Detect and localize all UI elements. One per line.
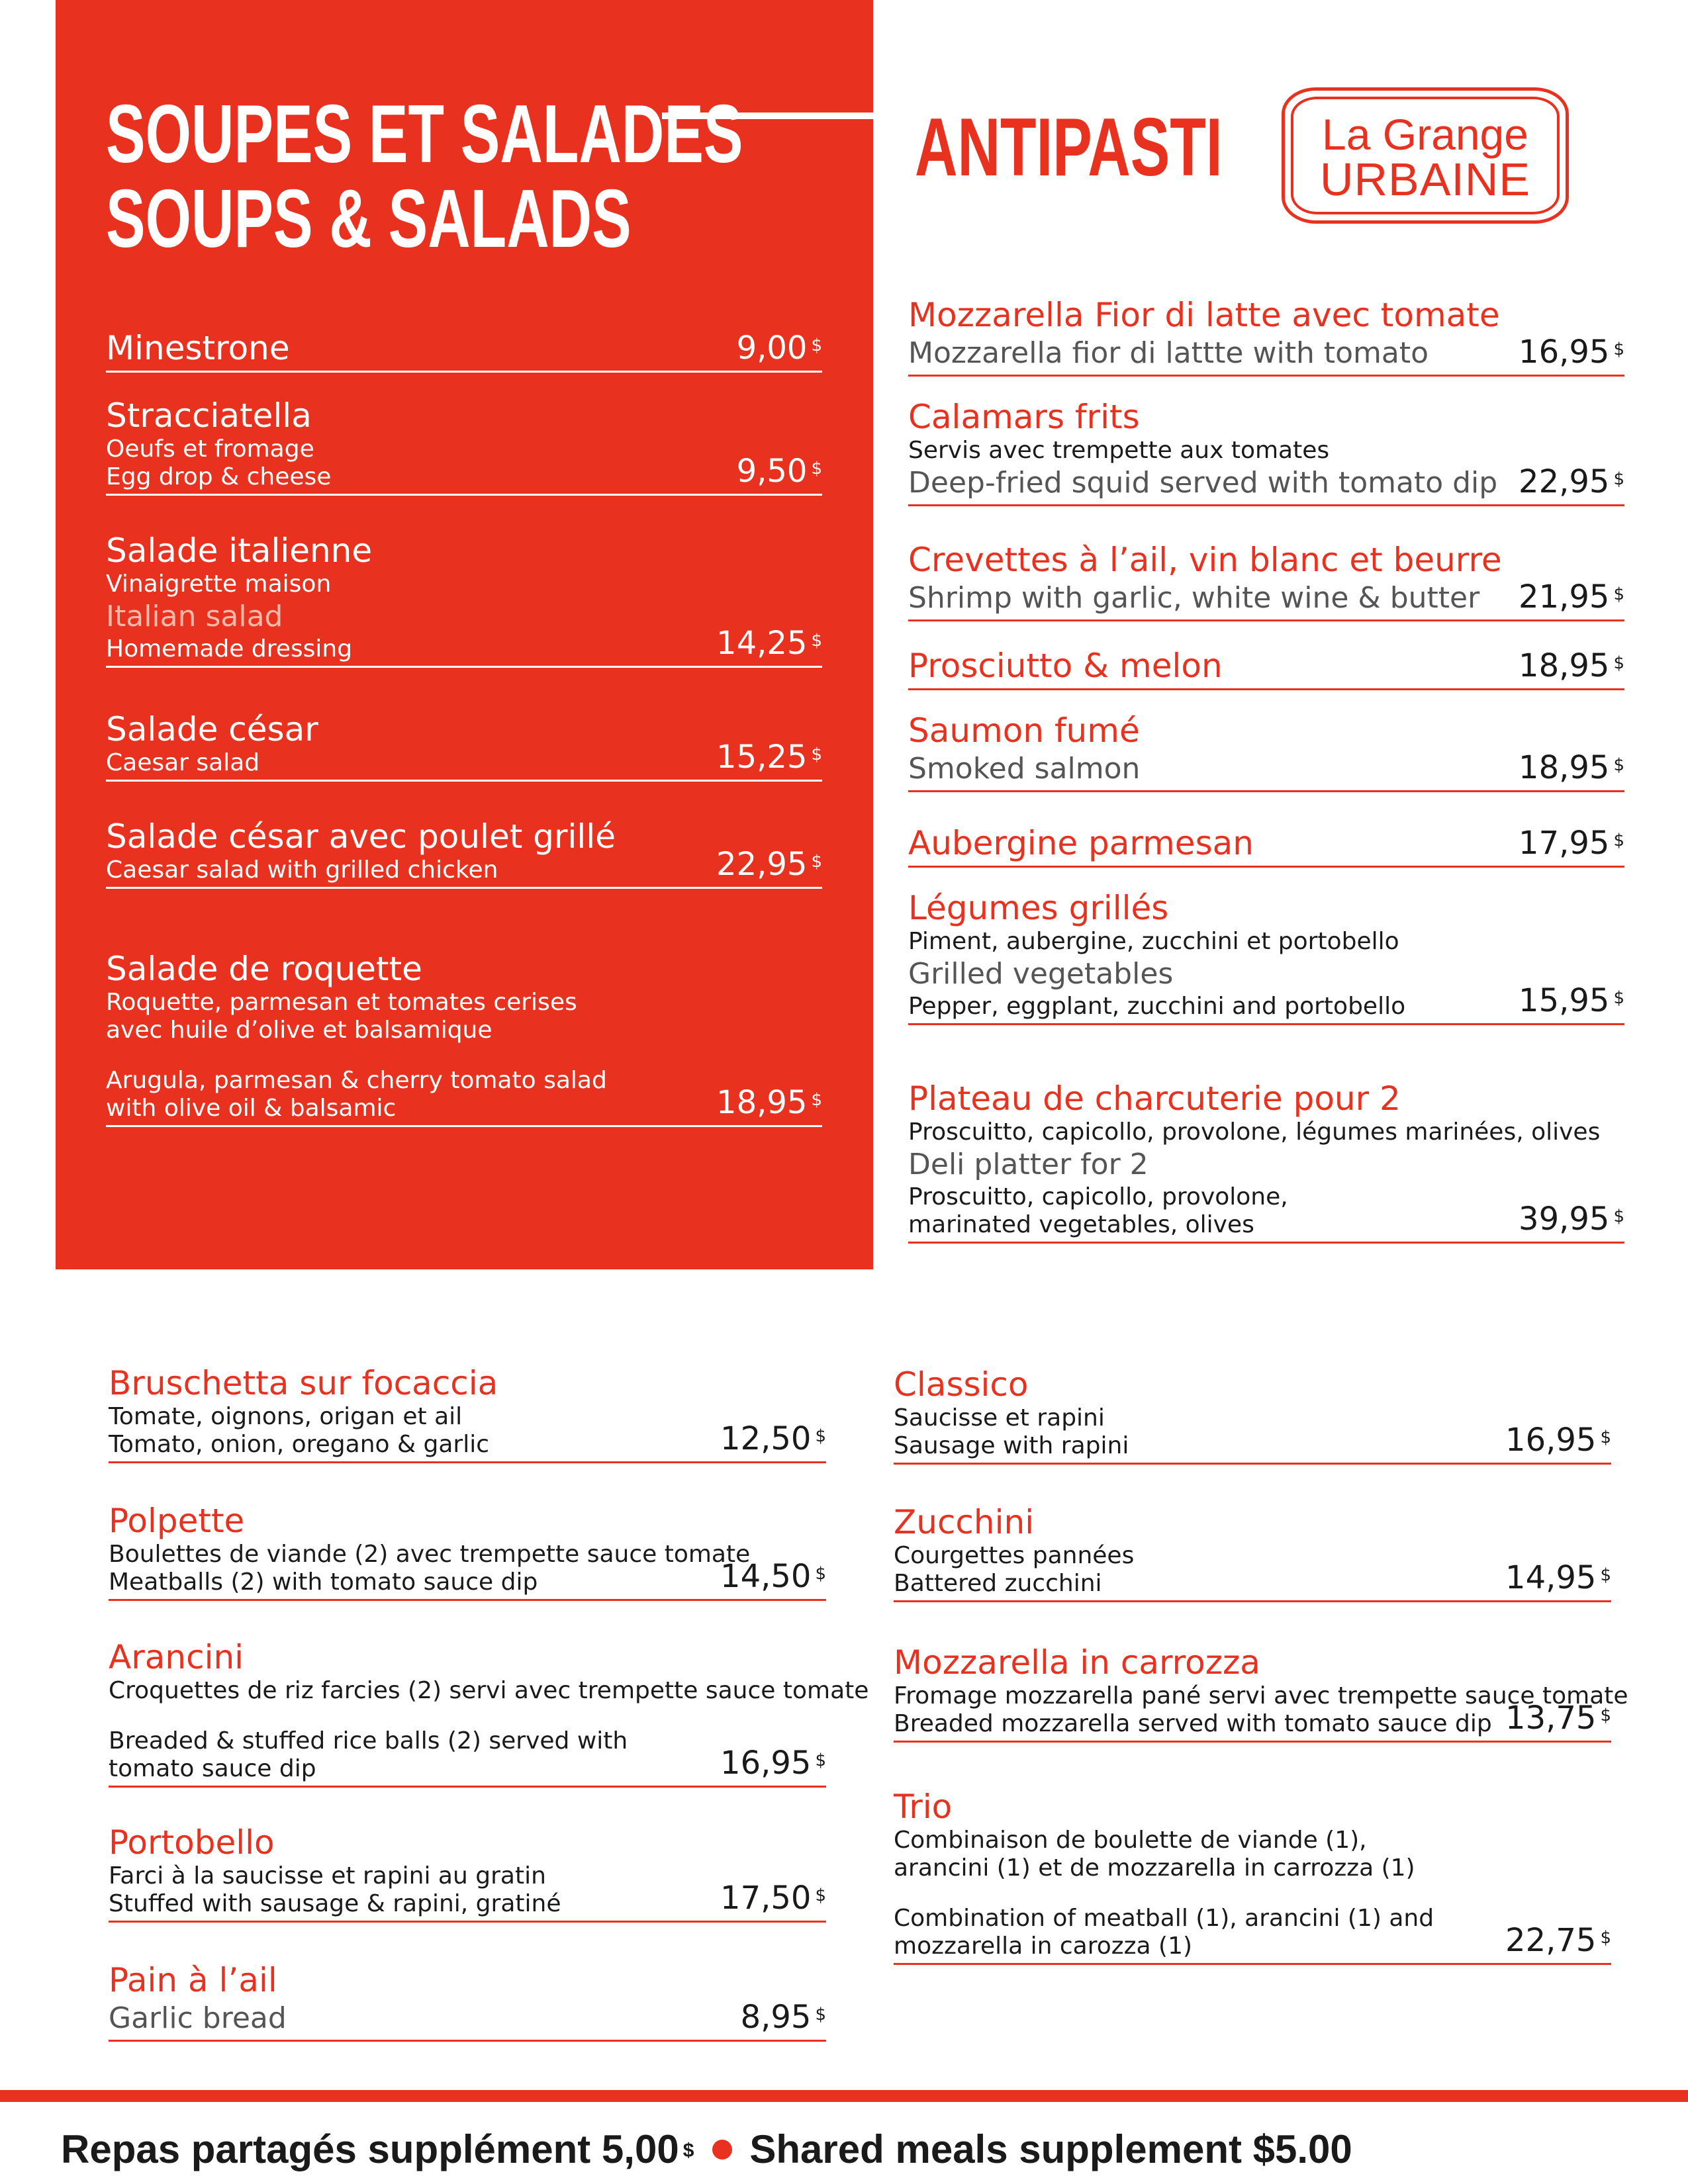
- currency-symbol: $: [815, 1564, 826, 1584]
- item-description-fr: Fromage mozzarella pané servi avec trempette sauce tomate: [894, 1682, 1628, 1709]
- item-divider: [106, 666, 822, 668]
- item-name-en: Shrimp with garlic, white wine & butter: [908, 581, 1480, 615]
- menu-item-prosciutto-melon: [908, 646, 1624, 690]
- item-description-fr: Croquettes de riz farcies (2) servi avec trempette sauce tomate: [109, 1677, 869, 1704]
- item-description-en: Tomato, onion, oregano & garlic: [109, 1431, 490, 1458]
- price-value: 16,95: [1505, 1422, 1597, 1459]
- price-value: 17,95: [1519, 825, 1610, 862]
- price-value: 9,50: [736, 453, 808, 490]
- item-divider: [908, 866, 1624, 868]
- menu-item-salade-cesar: [106, 709, 822, 782]
- price-value: 14,25: [716, 625, 808, 662]
- price-value: 14,95: [1505, 1559, 1597, 1596]
- item-description-fr: Farci à la saucisse et rapini au gratin: [109, 1862, 546, 1889]
- currency-symbol: $: [811, 336, 822, 355]
- item-name: Salade de roquette: [106, 950, 422, 988]
- price-value: 12,50: [720, 1420, 812, 1457]
- item-divider: [106, 494, 822, 496]
- menu-item-calamars-frits: [908, 397, 1624, 506]
- bullet-dot: [712, 2140, 732, 2160]
- item-divider: [109, 1461, 826, 1463]
- price-value: 8,95: [740, 1999, 812, 2036]
- item-name: Pain à l’ail: [109, 1961, 277, 1999]
- item-description-en: Caesar salad with grilled chicken: [106, 856, 498, 884]
- item-price: [716, 739, 822, 776]
- menu-item-crevettes-a-l-ail-vin-blanc-et-beurre: [908, 540, 1624, 621]
- footer-band: [0, 2090, 1688, 2102]
- price-value: 22,95: [1519, 463, 1610, 500]
- menu-item-arancini: [109, 1637, 869, 1788]
- item-description-fr: Combinaison de boulette de viande (1),: [894, 1827, 1367, 1854]
- item-description-en: tomato sauce dip: [109, 1755, 316, 1782]
- currency-symbol: $: [1600, 1928, 1611, 1948]
- currency-symbol: $: [1600, 1706, 1611, 1725]
- menu-item-stracciatella: [106, 396, 822, 496]
- item-price: [720, 1420, 826, 1457]
- item-description-en: marinated vegetables, olives: [908, 1211, 1254, 1238]
- price-value: 15,95: [1519, 982, 1610, 1019]
- currency-symbol: $: [811, 459, 822, 478]
- item-description-en: Proscuitto, capicollo, provolone,: [908, 1183, 1288, 1210]
- item-name: Salade césar: [106, 710, 318, 749]
- item-price: [720, 1745, 826, 1782]
- item-description-fr: Roquette, parmesan et tomates cerises: [106, 989, 577, 1016]
- item-description-fr: avec huile d’olive et balsamique: [106, 1017, 492, 1044]
- price-value: 39,95: [1519, 1201, 1610, 1238]
- item-price: [716, 1084, 822, 1121]
- item-description-en: mozzarella in carozza (1): [894, 1933, 1193, 1960]
- item-description-fr: Tomate, oignons, origan et ail: [109, 1403, 463, 1430]
- menu-item-minestrone: [106, 328, 822, 373]
- item-price: [737, 330, 822, 367]
- item-price: [737, 453, 822, 490]
- item-description-fr: Piment, aubergine, zucchini et portobello: [908, 928, 1399, 955]
- menu-item-pain-a-l-ail: [109, 1960, 826, 2042]
- menu-item-salade-de-roquette: [106, 949, 822, 1127]
- currency-symbol: $: [1600, 1565, 1611, 1585]
- item-divider: [908, 375, 1624, 377]
- item-name: Minestrone: [106, 329, 290, 367]
- currency-symbol: $: [1613, 653, 1624, 673]
- item-description-en: Breaded & stuffed rice balls (2) served with: [109, 1727, 628, 1754]
- currency-symbol: $: [815, 1751, 826, 1770]
- price-value: 18,95: [716, 1084, 808, 1121]
- currency-symbol: $: [1613, 584, 1624, 604]
- item-name-en: Mozzarella fior di lattte with tomato: [908, 336, 1429, 370]
- item-divider: [106, 371, 822, 373]
- item-price: [720, 1558, 826, 1595]
- item-divider: [908, 1242, 1624, 1244]
- currency-symbol: $: [1600, 1428, 1611, 1447]
- item-description-en: Pepper, eggplant, zucchini and portobello: [908, 993, 1406, 1020]
- price-value: 15,25: [716, 739, 808, 776]
- item-name: Crevettes à l’ail, vin blanc et beurre: [908, 541, 1502, 579]
- currency-symbol: $: [811, 852, 822, 872]
- item-price: [1519, 749, 1624, 786]
- menu-item-salade-cesar-avec-poulet-grille: [106, 817, 822, 889]
- currency-symbol: $: [815, 2005, 826, 2025]
- item-name: Salade césar avec poulet grillé: [106, 817, 616, 856]
- item-description-fr: Courgettes pannées: [894, 1542, 1135, 1569]
- menu-item-trio: [894, 1787, 1611, 1965]
- item-price: [1519, 463, 1624, 500]
- item-price: [1519, 1201, 1624, 1238]
- item-name: Classico: [894, 1365, 1029, 1404]
- item-description-fr: Proscuitto, capicollo, provolone, légumes marinées, olives: [908, 1118, 1601, 1146]
- item-price: [1505, 1922, 1611, 1959]
- menu-item-aubergine-parmesan: [908, 823, 1624, 868]
- item-name-en: Garlic bread: [109, 2001, 287, 2035]
- item-divider: [908, 504, 1624, 506]
- shared-meals-notice: Repas partagés supplément 5,00 $ Shared meals supplement $5.00: [61, 2127, 1352, 2171]
- item-description-fr: Saucisse et rapini: [894, 1404, 1105, 1432]
- item-price: [716, 846, 822, 883]
- menu-item-classico: [894, 1365, 1611, 1465]
- price-value: 9,00: [736, 330, 808, 367]
- item-price: [1505, 1700, 1611, 1737]
- currency-symbol: $: [811, 631, 822, 651]
- item-divider: [109, 1921, 826, 1923]
- item-description-fr: arancini (1) et de mozzarella in carrozza (1): [894, 1854, 1415, 1882]
- menu-item-bruschetta-sur-focaccia: [109, 1363, 826, 1463]
- currency-symbol: $: [811, 745, 822, 764]
- item-name-en: Grilled vegetables: [908, 957, 1174, 991]
- price-value: 16,95: [1519, 334, 1610, 371]
- price-value: 18,95: [1519, 647, 1610, 684]
- item-divider: [908, 1023, 1624, 1025]
- menu-item-legumes-grilles: [908, 888, 1624, 1025]
- menu-item-plateau-de-charcuterie-pour-2: [908, 1079, 1624, 1244]
- item-name-en: Smoked salmon: [908, 752, 1141, 786]
- price-value: 14,50: [720, 1558, 812, 1595]
- item-divider: [908, 619, 1624, 621]
- currency-symbol: $: [1613, 988, 1624, 1008]
- item-divider: [894, 1600, 1611, 1602]
- restaurant-logo: La Grange URBAINE: [1282, 87, 1569, 224]
- currency-symbol: $: [811, 1090, 822, 1110]
- item-description-fr: Servis avec trempette aux tomates: [908, 437, 1330, 464]
- item-description-en: Stuffed with sausage & rapini, gratiné: [109, 1890, 561, 1917]
- item-description-en: Battered zucchini: [894, 1570, 1102, 1597]
- price-value: 13,75: [1505, 1700, 1597, 1737]
- item-name: Bruschetta sur focaccia: [109, 1364, 498, 1402]
- item-divider: [106, 1125, 822, 1127]
- item-name: Calamars frits: [908, 398, 1140, 436]
- item-price: [1519, 825, 1624, 862]
- item-description-fr: Vinaigrette maison: [106, 570, 332, 598]
- item-name: Plateau de charcuterie pour 2: [908, 1079, 1401, 1118]
- item-name: Prosciutto & melon: [908, 647, 1223, 685]
- item-description-en: Sausage with rapini: [894, 1432, 1129, 1459]
- menu-item-mozzarella-in-carrozza: [894, 1643, 1628, 1743]
- item-divider: [109, 1786, 826, 1788]
- item-name: Polpette: [109, 1502, 245, 1540]
- item-divider: [109, 2040, 826, 2042]
- currency-symbol: $: [1613, 755, 1624, 775]
- item-divider: [109, 1599, 826, 1601]
- item-divider: [908, 688, 1624, 690]
- item-divider: [894, 1741, 1611, 1743]
- item-description-en: Breaded mozzarella served with tomato sauce dip: [894, 1710, 1492, 1737]
- menu-item-zucchini: [894, 1502, 1611, 1602]
- currency-symbol: $: [1613, 831, 1624, 850]
- item-divider: [894, 1963, 1611, 1965]
- soups-title: SOUPES ET SALADES SOUPS & SALADS: [106, 89, 743, 265]
- menu-item-mozzarella-fior-di-latte-avec-tomate: [908, 295, 1624, 377]
- currency-symbol: $: [1613, 340, 1624, 359]
- item-name: Salade italienne: [106, 531, 373, 570]
- item-name: Mozzarella in carrozza: [894, 1643, 1260, 1682]
- item-description-en: Egg drop & cheese: [106, 463, 332, 490]
- item-name-en: Italian salad: [106, 600, 283, 633]
- item-name: Mozzarella Fior di latte avec tomate: [908, 296, 1500, 334]
- item-description-fr: Oeufs et fromage: [106, 435, 314, 463]
- menu-item-polpette: [109, 1501, 826, 1601]
- item-name: Trio: [894, 1788, 953, 1826]
- price-value: 21,95: [1519, 578, 1610, 615]
- item-price: [1505, 1559, 1611, 1596]
- price-value: 18,95: [1519, 749, 1610, 786]
- item-description-en: with olive oil & balsamic: [106, 1095, 397, 1122]
- currency-symbol: $: [815, 1426, 826, 1446]
- item-name-en: Deli platter for 2: [908, 1148, 1149, 1181]
- currency-symbol: $: [1613, 469, 1624, 489]
- item-price: [1519, 982, 1624, 1019]
- price-value: 16,95: [720, 1745, 812, 1782]
- item-description-en: Homemade dressing: [106, 635, 353, 662]
- item-name: Légumes grillés: [908, 889, 1169, 927]
- item-name-en: Deep-fried squid served with tomato dip: [908, 466, 1498, 500]
- item-description-en: Meatballs (2) with tomato sauce dip: [109, 1569, 538, 1596]
- item-price: [1519, 647, 1624, 684]
- item-name: Aubergine parmesan: [908, 824, 1254, 862]
- item-name: Arancini: [109, 1638, 244, 1676]
- price-value: 22,75: [1505, 1922, 1597, 1959]
- item-description-en: Arugula, parmesan & cherry tomato salad: [106, 1067, 607, 1094]
- item-name: Saumon fumé: [908, 711, 1140, 750]
- item-divider: [908, 790, 1624, 792]
- price-value: 17,50: [720, 1880, 812, 1917]
- item-divider: [106, 887, 822, 889]
- item-price: [741, 1999, 826, 2036]
- item-divider: [106, 780, 822, 782]
- price-value: 22,95: [716, 846, 808, 883]
- item-name: Stracciatella: [106, 396, 312, 435]
- menu-item-portobello: [109, 1823, 826, 1923]
- item-description-en: Caesar salad: [106, 749, 260, 776]
- item-name: Portobello: [109, 1823, 275, 1862]
- item-price: [1519, 334, 1624, 371]
- item-price: [1505, 1422, 1611, 1459]
- item-divider: [894, 1463, 1611, 1465]
- item-description-fr: Boulettes de viande (2) avec trempette sauce tomate: [109, 1541, 751, 1568]
- item-price: [1519, 578, 1624, 615]
- menu-item-saumon-fume: [908, 711, 1624, 792]
- item-description-en: Combination of meatball (1), arancini (1) and: [894, 1905, 1434, 1932]
- item-price: [720, 1880, 826, 1917]
- currency-symbol: $: [1613, 1206, 1624, 1226]
- antipasti-title: ANTIPASTI: [915, 102, 1223, 193]
- item-price: [716, 625, 822, 662]
- currency-symbol: $: [815, 1886, 826, 1905]
- menu-item-salade-italienne: [106, 531, 822, 668]
- item-name: Zucchini: [894, 1503, 1035, 1541]
